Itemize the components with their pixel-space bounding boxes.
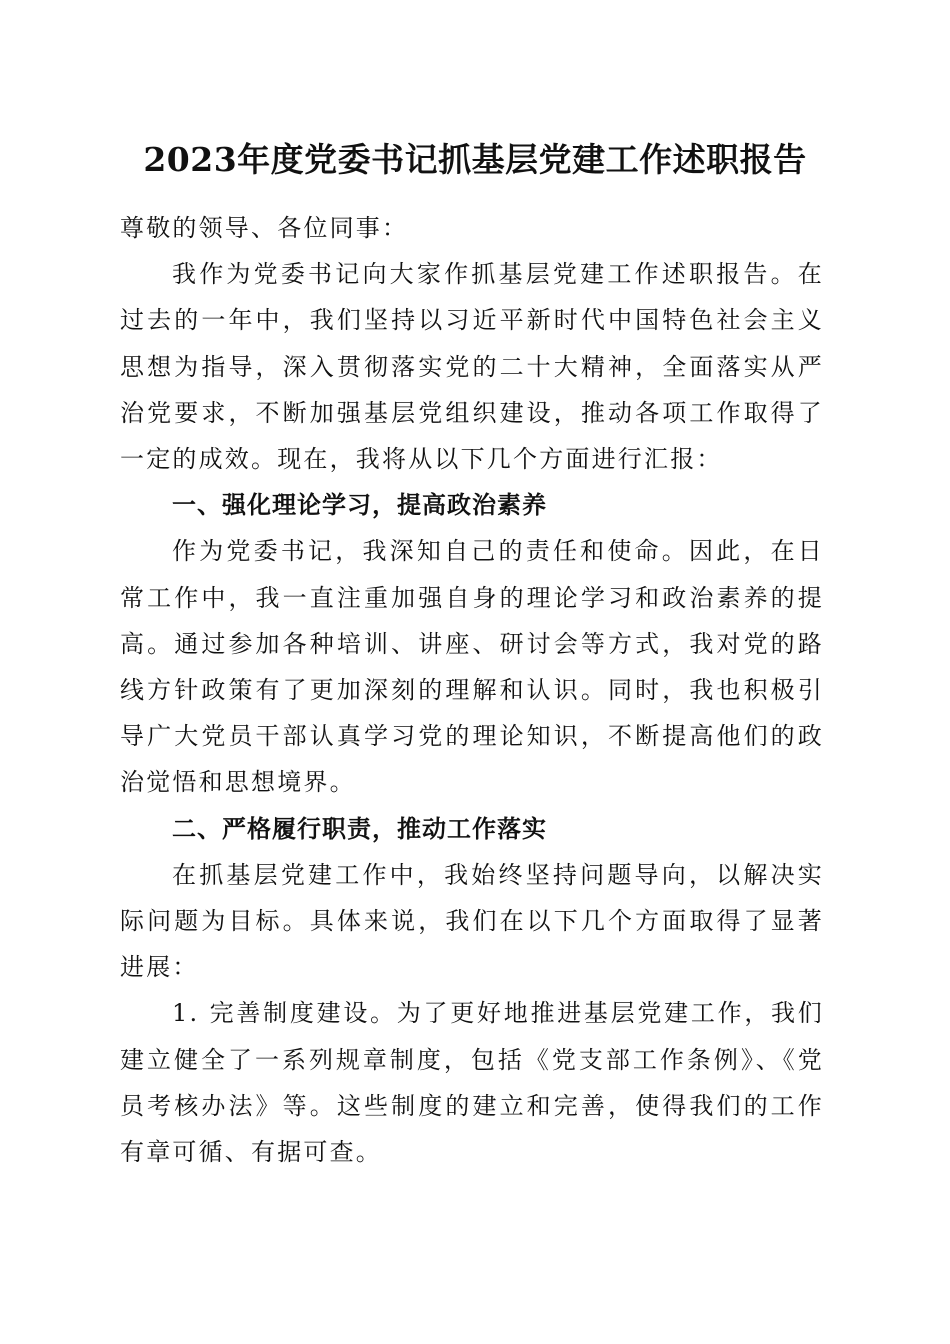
section-heading-1: 一、强化理论学习，提高政治素养 xyxy=(172,491,547,520)
section-1-paragraph-1: 作为党委书记，我深知自己的责任和使命。因此，在日常工作中，我一直注重加强自身的理论学习和政治素养的提高。通过参加各种培训、讲座、研讨会等方式，我对党的路线方针政策有了更加深刻的理解和认识。同时，我也积极引导广大党员干部认真学习党的理论知识，不断提高他们的政治觉悟和思想境界。 xyxy=(120,537,824,797)
salutation: 尊敬的领导、各位同事： xyxy=(120,214,409,242)
document-title: 2023年度党委书记抓基层党建工作述职报告 xyxy=(143,140,807,179)
section-2-paragraph-2: 1. 完善制度建设。为了更好地推进基层党建工作，我们建立健全了一系列规章制度，包括《党支部工作条例》、《党员考核办法》等。这些制度的建立和完善，使得我们的工作有章可循、有据可查。 xyxy=(120,999,824,1167)
intro-paragraph: 我作为党委书记向大家作抓基层党建工作述职报告。在过去的一年中，我们坚持以习近平新时代中国特色社会主义思想为指导，深入贯彻落实党的二十大精神，全面落实从严治党要求，不断加强基层党组织建设，推动各项工作取得了一定的成效。现在，我将从以下几个方面进行汇报： xyxy=(120,260,824,474)
document-body xyxy=(120,205,824,1175)
section-heading-2: 二、严格履行职责，推动工作落实 xyxy=(172,814,547,843)
section-2-paragraph-1: 在抓基层党建工作中，我始终坚持问题导向，以解决实际问题为目标。具体来说，我们在以下几个方面取得了显著进展： xyxy=(120,860,824,982)
